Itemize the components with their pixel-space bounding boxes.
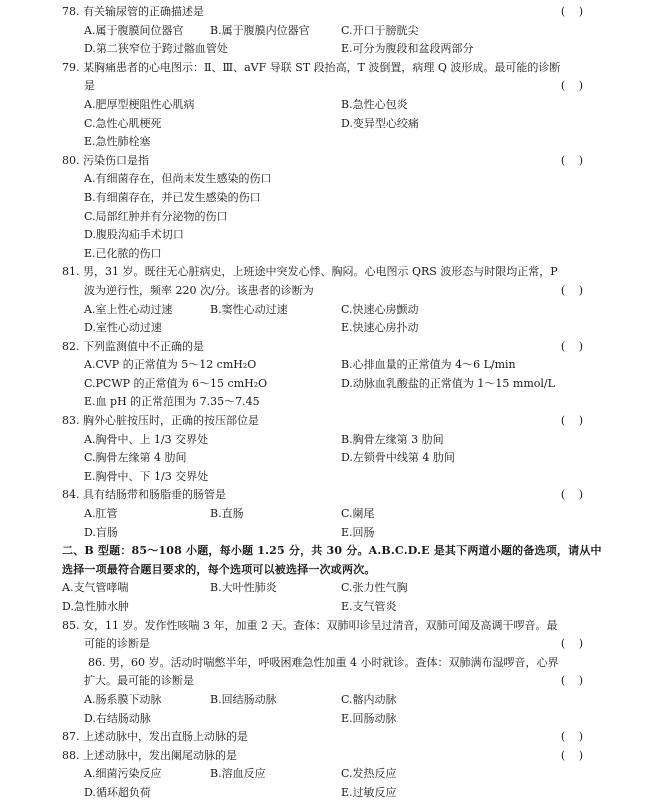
option-a: A.胸骨中、上 1/3 交界处 <box>84 432 209 446</box>
question-text: 84. 具有结肠带和肠脂垂的肠管是 <box>62 488 226 502</box>
question-text: 波为逆行性，频率 220 次/分。该患者的诊断为 <box>84 283 314 297</box>
option-b: B.回结肠动脉 <box>210 692 277 706</box>
answer-bracket: ( ) <box>560 153 588 167</box>
question-79-stem <box>62 59 588 78</box>
option-a: A.支气管哮喘 <box>62 581 129 595</box>
answer-bracket: ( ) <box>560 79 588 93</box>
option-c: C.局部红肿并有分泌物的伤口 <box>84 209 228 223</box>
option-row <box>62 505 588 524</box>
question-85-stem-cont <box>62 635 588 654</box>
option-a: A.有细菌存在，但尚未发生感染的伤口 <box>84 172 272 186</box>
option-c: C.阑尾 <box>341 507 375 521</box>
option-row <box>62 449 588 468</box>
option-row <box>62 40 588 59</box>
question-83-stem <box>62 412 588 431</box>
option-d: D.急性肺水肿 <box>62 600 129 613</box>
option-e: E.胸骨中、下 1/3 交界处 <box>84 469 209 483</box>
option-b: B.溶血反应 <box>210 767 266 781</box>
option-c: C.快速心房颤动 <box>341 302 419 316</box>
option-row <box>62 319 588 338</box>
option-c: C.开口于膀胱尖 <box>341 23 419 37</box>
question-78-stem <box>62 3 588 22</box>
answer-bracket: ( ) <box>560 748 588 762</box>
question-81-stem <box>62 263 588 282</box>
option-a: A.肥厚型梗阻性心肌病 <box>84 97 195 111</box>
question-85-stem: 85. 女，11 岁。发作性咳喘 3 年，加重 2 天。查体：双肺叩诊呈过清音，双肺可闻及高调干啰音。最 <box>62 618 558 632</box>
section-heading-cont: 选择一项最符合题目要求的，每个选项可以被选择一次或两次。 <box>62 562 376 576</box>
option-row <box>62 115 588 134</box>
option-b: B.大叶性肺炎 <box>210 581 277 595</box>
question-text: 82. 下列监测值中不正确的是 <box>62 339 204 353</box>
option-c: C.发热反应 <box>341 767 397 781</box>
question-86-stem: 86. 男，60 岁。活动时喘憋半年，呼吸困难急性加重 4 小时就诊。查体：双肺满布湿啰音，心界 <box>88 655 559 669</box>
option-c: C.张力性气胸 <box>341 581 408 595</box>
option-a: A.CVP 的正常值为 5～12 cmH₂O <box>84 358 257 372</box>
option-b: B.直肠 <box>210 507 244 521</box>
option-row <box>62 579 588 598</box>
option-row <box>62 784 588 803</box>
option-c: C.PCWP 的正常值为 6～15 cmH₂O <box>84 376 268 390</box>
option-row <box>62 22 588 41</box>
option-row <box>62 356 588 375</box>
option-c: C.胸骨左缘第 4 肋间 <box>84 451 187 465</box>
option-b: B.属于腹膜内位器官 <box>210 23 310 37</box>
question-text: 81. 男，31 岁。既往无心脏病史，上班途中突发心悸、胸闷。心电图示 QRS 波形态与时限均正常，P <box>62 265 558 279</box>
option-e: E.过敏反应 <box>341 785 397 799</box>
option-e: E.快速心房扑动 <box>341 321 419 335</box>
option-e: E.支气管炎 <box>341 600 397 613</box>
option-row <box>62 598 588 617</box>
answer-bracket: ( ) <box>560 637 588 651</box>
option-a: A.细菌污染反应 <box>84 767 162 781</box>
option-d: D.动脉血乳酸盐的正常值为 1～15 mmol/L <box>341 376 555 390</box>
option-e: E.回肠动脉 <box>341 711 397 725</box>
answer-bracket: ( ) <box>560 730 588 744</box>
option-d: D.室性心动过速 <box>84 321 162 335</box>
question-87-stem <box>62 728 588 747</box>
question-79-stem-cont <box>62 77 588 96</box>
option-row <box>62 691 588 710</box>
question-text: 可能的诊断是 <box>84 637 150 651</box>
option-e: E.回肠 <box>341 525 375 539</box>
option-d: D.盲肠 <box>84 525 118 539</box>
question-text: 78. 有关输尿管的正确描述是 <box>62 5 204 18</box>
option-row <box>62 710 588 729</box>
question-80-stem <box>62 152 588 171</box>
option-a: A.室上性心动过速 <box>84 302 173 316</box>
option-row <box>62 765 588 784</box>
answer-bracket: ( ) <box>560 674 588 688</box>
option-b: B.急性心包炎 <box>341 97 408 111</box>
option-row <box>62 431 588 450</box>
option-c: C.急性心肌梗死 <box>84 116 162 130</box>
option-d: D.腹股沟疝手术切口 <box>84 228 184 242</box>
question-86-stem-cont <box>62 672 588 691</box>
option-row <box>62 301 588 320</box>
answer-bracket: ( ) <box>560 339 588 353</box>
option-e: E.可分为腹段和盆段两部分 <box>341 42 474 56</box>
question-text: 80. 污染伤口是指 <box>62 153 149 167</box>
answer-bracket: ( ) <box>560 488 588 502</box>
question-text: 87. 上述动脉中，发出直肠上动脉的是 <box>62 730 248 744</box>
option-e: E.已化脓的伤口 <box>84 246 162 260</box>
option-b: B.有细菌存在，并已发生感染的伤口 <box>84 190 261 204</box>
option-a: A.肠系膜下动脉 <box>84 692 162 706</box>
option-b: B.心排血量的正常值为 4～6 L/min <box>341 358 516 372</box>
question-text: 79. 某胸痛患者的心电图示：Ⅱ、Ⅲ、aVF 导联 ST 段抬高，T 波倒置，病理 Q 波形成。最可能的诊断 <box>62 60 561 74</box>
option-row <box>62 524 588 543</box>
option-row <box>62 96 588 115</box>
option-d: D.第二狭窄位于跨过髂血管处 <box>84 42 228 56</box>
answer-bracket: ( ) <box>560 283 588 297</box>
answer-bracket: ( ) <box>560 5 588 18</box>
option-b: B.胸骨左缘第 3 肋间 <box>341 432 444 446</box>
option-d: D.左锁骨中线第 4 肋间 <box>341 451 455 465</box>
option-b: B.窦性心动过速 <box>210 302 288 316</box>
answer-bracket: ( ) <box>560 414 588 428</box>
question-81-stem-cont <box>62 282 588 301</box>
option-d: D.循环超负荷 <box>84 785 151 799</box>
question-text: 是 <box>84 79 95 93</box>
option-d: D.变异型心绞痛 <box>341 116 419 130</box>
option-e: E.急性肺栓塞 <box>84 135 151 149</box>
question-88-stem <box>62 747 588 766</box>
section-heading: 二、B 型题：85～108 小题，每小题 1.25 分，共 30 分。A.B.C.D.E 是其下两道小题的备选项，请从中 <box>62 544 602 558</box>
option-a: A.肛管 <box>84 507 118 521</box>
option-d: D.右结肠动脉 <box>84 711 151 725</box>
question-text: 88. 上述动脉中，发出阑尾动脉的是 <box>62 748 237 762</box>
question-text: 83. 胸外心脏按压时，正确的按压部位是 <box>62 414 259 428</box>
option-c: C.髂内动脉 <box>341 692 397 706</box>
option-row <box>62 375 588 394</box>
option-e: E.血 pH 的正常范围为 7.35～7.45 <box>84 395 260 409</box>
option-a: A.属于腹膜间位器官 <box>84 23 184 37</box>
option-row <box>62 133 588 152</box>
question-82-stem <box>62 338 588 357</box>
question-text: 扩大。最可能的诊断是 <box>84 674 194 688</box>
question-84-stem <box>62 486 588 505</box>
